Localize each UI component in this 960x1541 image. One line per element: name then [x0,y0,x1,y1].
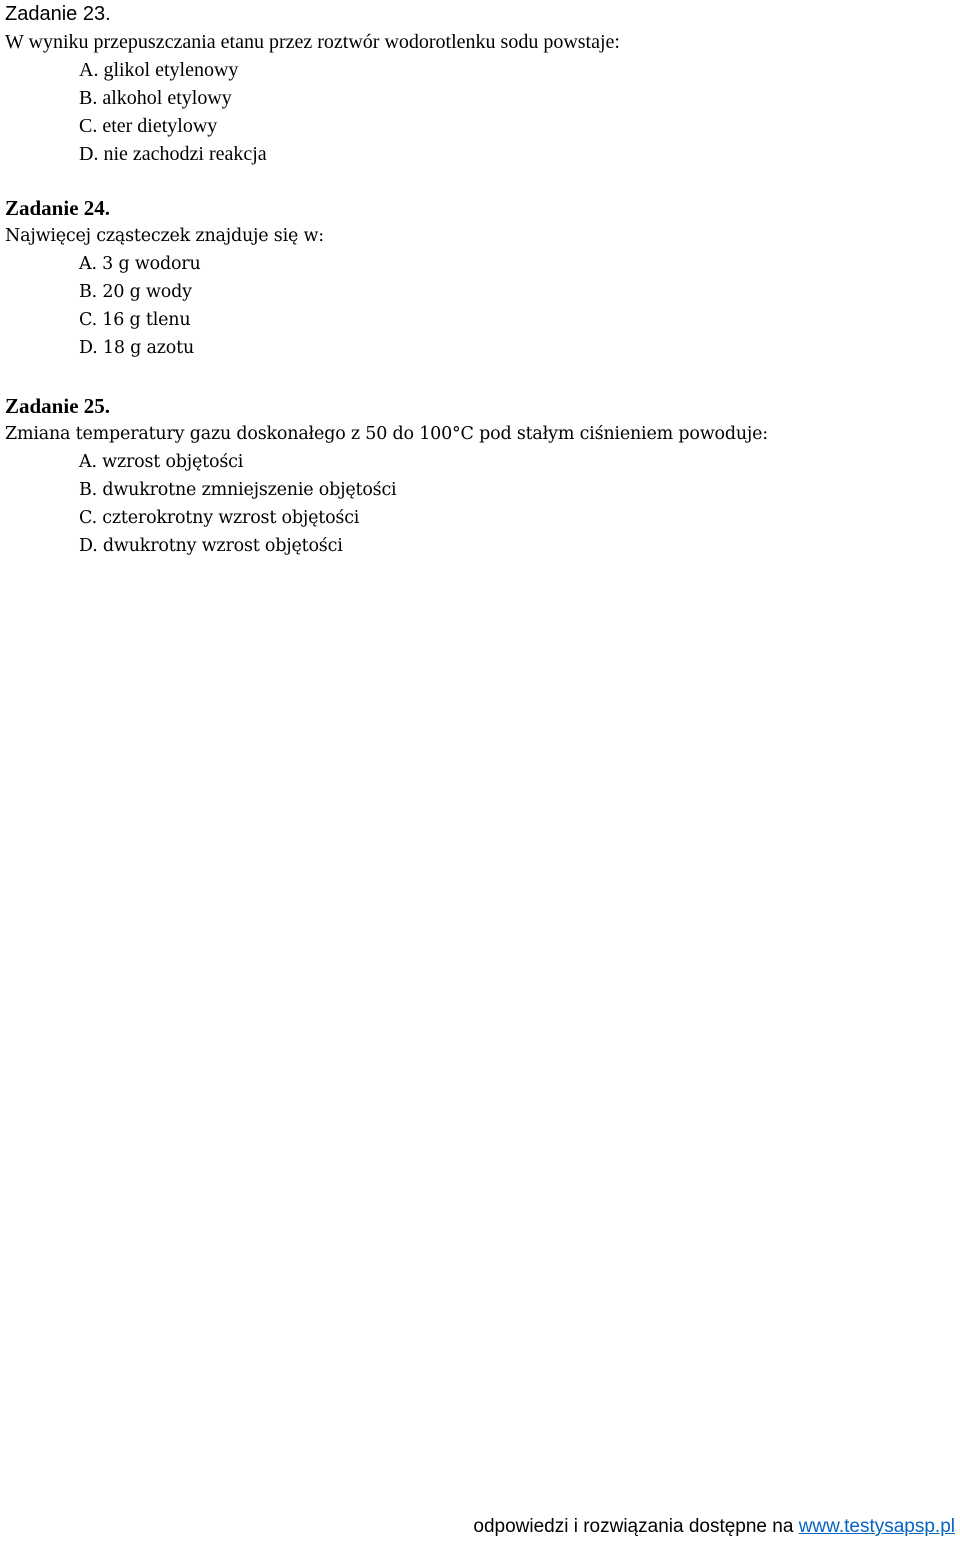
answer-option-a: A. wzrost objętości [79,452,244,472]
task-25 [5,392,945,560]
task-title: Zadanie 25. [5,394,111,418]
footer-note [473,1513,955,1541]
answer-option-d: D. dwukrotny wzrost objętości [79,536,343,556]
answer-option-b: B. dwukrotne zmniejszenie objętości [79,480,397,500]
task-24 [5,194,945,362]
answer-options [5,56,945,168]
answer-option-c: C. 16 g tlenu [79,310,191,330]
answer-option-d: D. nie zachodzi reakcja [79,143,267,165]
answer-options [5,250,945,362]
task-title: Zadanie 24. [5,196,111,220]
website-link[interactable]: www.testysapsp.pl [798,1516,955,1537]
answer-option-a: A. 3 g wodoru [79,254,201,274]
answer-option-c: C. eter dietylowy [79,115,218,137]
answer-option-b: B. alkohol etylowy [79,87,232,109]
task-question: Zmiana temperatury gazu doskonałego z 50 do 100°C pod stałym ciśnieniem powoduje: [5,424,768,444]
answer-option-b: B. 20 g wody [79,282,192,302]
task-question: W wyniku przepuszczania etanu przez roztwór wodorotlenku sodu powstaje: [5,31,620,53]
footer-text: odpowiedzi i rozwiązania dostępne na [473,1516,799,1537]
task-23 [5,0,945,168]
answer-option-a: A. glikol etylenowy [79,59,239,81]
task-question: Najwięcej cząsteczek znajduje się w: [5,226,324,246]
answer-option-c: C. czterokrotny wzrost objętości [79,508,360,528]
answer-option-d: D. 18 g azotu [79,338,195,358]
answer-options [5,448,945,560]
task-title: Zadanie 23. [5,3,111,25]
